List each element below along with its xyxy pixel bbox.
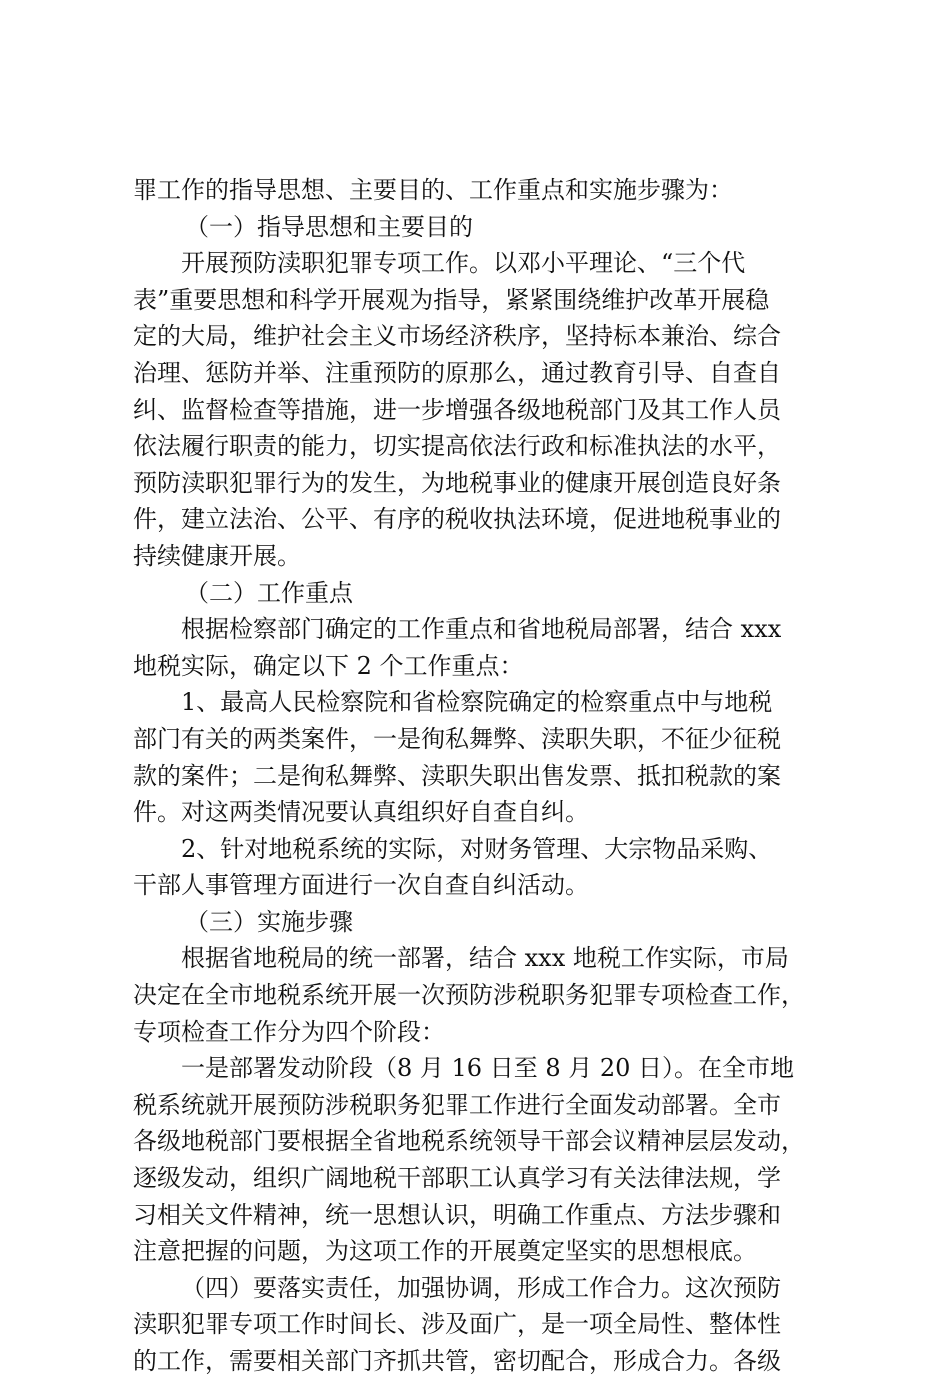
text-line: 纠、监督检查等措施，进一步增强各级地税部门及其工作人员 <box>133 395 781 424</box>
text-line: 专项检查工作分为四个阶段： <box>133 1017 445 1046</box>
text-line: 预防渎职犯罪行为的发生，为地税事业的健康开展创造良好条 <box>133 468 781 497</box>
text-line: 1、最高人民检察院和省检察院确定的检察重点中与地税 <box>181 688 773 717</box>
text-line: 一是部署发动阶段（8 月 16 日至 8 月 20 日）。在全市地 <box>181 1054 795 1083</box>
section-heading-4: （四）要落实责任，加强协调，形成工作合力。这次预防 <box>181 1273 781 1302</box>
text-line: 开展预防渎职犯罪专项工作。以邓小平理论、“三个代 <box>181 249 746 278</box>
text-line: 习相关文件精神，统一思想认识，明确工作重点、方法步骤和 <box>133 1200 781 1229</box>
text-line: 罪工作的指导思想、主要目的、工作重点和实施步骤为： <box>133 176 733 204</box>
text-line: 根据检察部门确定的工作重点和省地税局部署，结合 xxx <box>181 615 782 644</box>
text-line: 2、针对地税系统的实际，对财务管理、大宗物品采购、 <box>181 834 773 863</box>
text-line: 件。对这两类情况要认真组织好自查自纠。 <box>133 798 589 827</box>
text-line: 件，建立法治、公平、有序的税收执法环境，促进地税事业的 <box>133 505 781 534</box>
section-heading-2: （二）工作重点 <box>185 578 353 607</box>
text-line: 地税实际，确定以下 2 个工作重点： <box>133 651 524 680</box>
text-line: 定的大局，维护社会主义市场经济秩序，坚持标本兼治、综合 <box>133 322 781 351</box>
text-line: 决定在全市地税系统开展一次预防涉税职务犯罪专项检查工作， <box>133 981 805 1010</box>
text-line: 持续健康开展。 <box>133 541 301 570</box>
text-line: 依法履行职责的能力，切实提高依法行政和标准执法的水平， <box>133 432 781 461</box>
text-line: 干部人事管理方面进行一次自查自纠活动。 <box>133 871 589 900</box>
text-line: 税系统就开展预防涉税职务犯罪工作进行全面发动部署。全市 <box>133 1090 781 1119</box>
text-line: 表”重要思想和科学开展观为指导，紧紧围绕维护改革开展稳 <box>133 285 770 314</box>
text-line: 逐级发动，组织广阔地税干部职工认真学习有关法律法规，学 <box>133 1164 781 1193</box>
text-line: 注意把握的问题，为这项工作的开展奠定坚实的思想根底。 <box>133 1237 757 1266</box>
text-line: 治理、惩防并举、注重预防的原那么，通过教育引导、自查自 <box>133 358 781 387</box>
section-heading-1: （一）指导思想和主要目的 <box>185 212 473 241</box>
text-line: 的工作，需要相关部门齐抓共管，密切配合，形成合力。各级 <box>133 1347 781 1375</box>
text-line: 款的案件；二是徇私舞弊、渎职失职出售发票、抵扣税款的案 <box>133 761 781 790</box>
section-heading-3: （三）实施步骤 <box>185 907 353 936</box>
text-line: 各级地税部门要根据全省地税系统领导干部会议精神层层发动， <box>133 1127 805 1156</box>
document-body <box>133 172 833 1380</box>
text-line: 根据省地税局的统一部署，结合 xxx 地税工作实际，市局 <box>181 944 789 973</box>
text-line: 部门有关的两类案件，一是徇私舞弊、渎职失职，不征少征税 <box>133 724 781 753</box>
text-line: 渎职犯罪专项工作时间长、涉及面广，是一项全局性、整体性 <box>133 1310 781 1339</box>
